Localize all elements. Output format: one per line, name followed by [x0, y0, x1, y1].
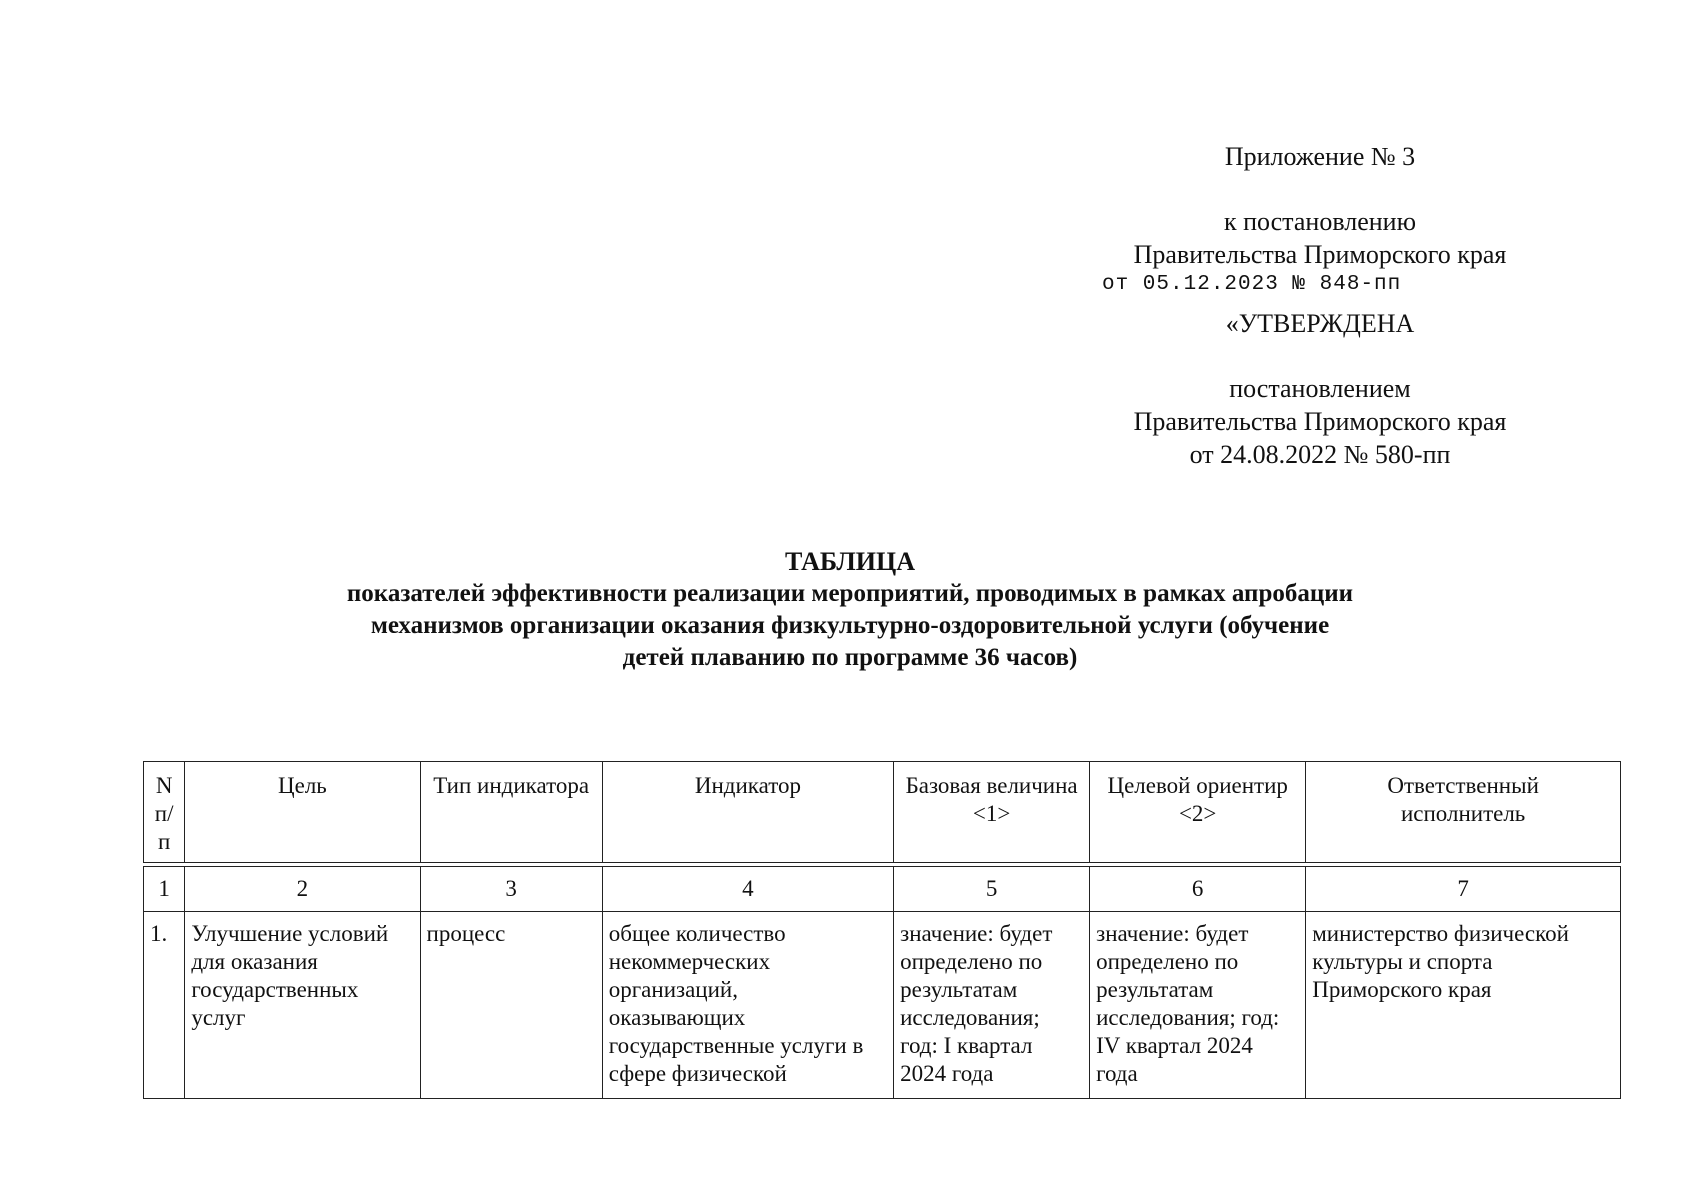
title-line-3: детей плаванию по программе 36 часов)	[622, 644, 1078, 671]
government-label: Правительства Приморского края	[1133, 240, 1507, 269]
column-number-cell: 1	[144, 867, 185, 912]
goal-cell: Улучшение условий для оказания государственных услуг	[185, 912, 420, 1099]
document-title	[130, 546, 1570, 674]
column-number-cell: 6	[1090, 867, 1306, 912]
title-line-2: механизмов организации оказания физкультурно-оздоровительной услуги (обучение	[370, 612, 1330, 639]
header-cell: Цель	[185, 762, 420, 863]
table-row	[144, 912, 1621, 1099]
date-number-stamp: от 05.12.2023 № 848-пп	[1102, 273, 1402, 296]
approval-header	[1080, 140, 1560, 471]
date-number-2: от 24.08.2022 № 580-пп	[1189, 440, 1451, 469]
column-number-cell: 4	[602, 867, 893, 912]
to-resolution-label: к постановлению	[1223, 207, 1417, 236]
indicators-table	[143, 761, 1621, 1099]
header-cell: Ответственный исполнитель	[1306, 762, 1621, 863]
header-cell: Индикатор	[602, 762, 893, 863]
title-line-1: показателей эффективности реализации мероприятий, проводимых в рамках апробации	[346, 580, 1354, 607]
by-resolution-label: постановлением	[1229, 374, 1411, 403]
indicator-cell: общее количество некоммерческих организаций, оказывающих государственные услуги в сфере физической	[602, 912, 893, 1099]
header-cell: Тип индикатора	[420, 762, 602, 863]
header-cell: Целевой ориентир <2>	[1090, 762, 1306, 863]
column-number-cell: 2	[185, 867, 420, 912]
indicator-type-cell: процесс	[420, 912, 602, 1099]
row-number-cell: 1.	[144, 912, 185, 1099]
header-cell: Базовая величина <1>	[894, 762, 1090, 863]
base-value-cell: значение: будет определено по результатам исследования; год: I квартал 2024 года	[894, 912, 1090, 1099]
column-number-cell: 5	[894, 867, 1090, 912]
appendix-label: Приложение № 3	[1224, 142, 1416, 171]
target-cell: значение: будет определено по результатам исследования; год: IV квартал 2024 года	[1090, 912, 1306, 1099]
column-number-row	[144, 867, 1621, 912]
title-main: ТАБЛИЦА	[785, 547, 915, 576]
table-header-row	[144, 762, 1621, 863]
column-number-cell: 3	[420, 867, 602, 912]
header-cell: N п/п	[144, 762, 185, 863]
executor-cell: министерство физической культуры и спорта Приморского края	[1306, 912, 1621, 1099]
approved-label: «УТВЕРЖДЕНА	[1225, 309, 1415, 338]
column-number-cell: 7	[1306, 867, 1621, 912]
government-label-2: Правительства Приморского края	[1133, 407, 1507, 436]
